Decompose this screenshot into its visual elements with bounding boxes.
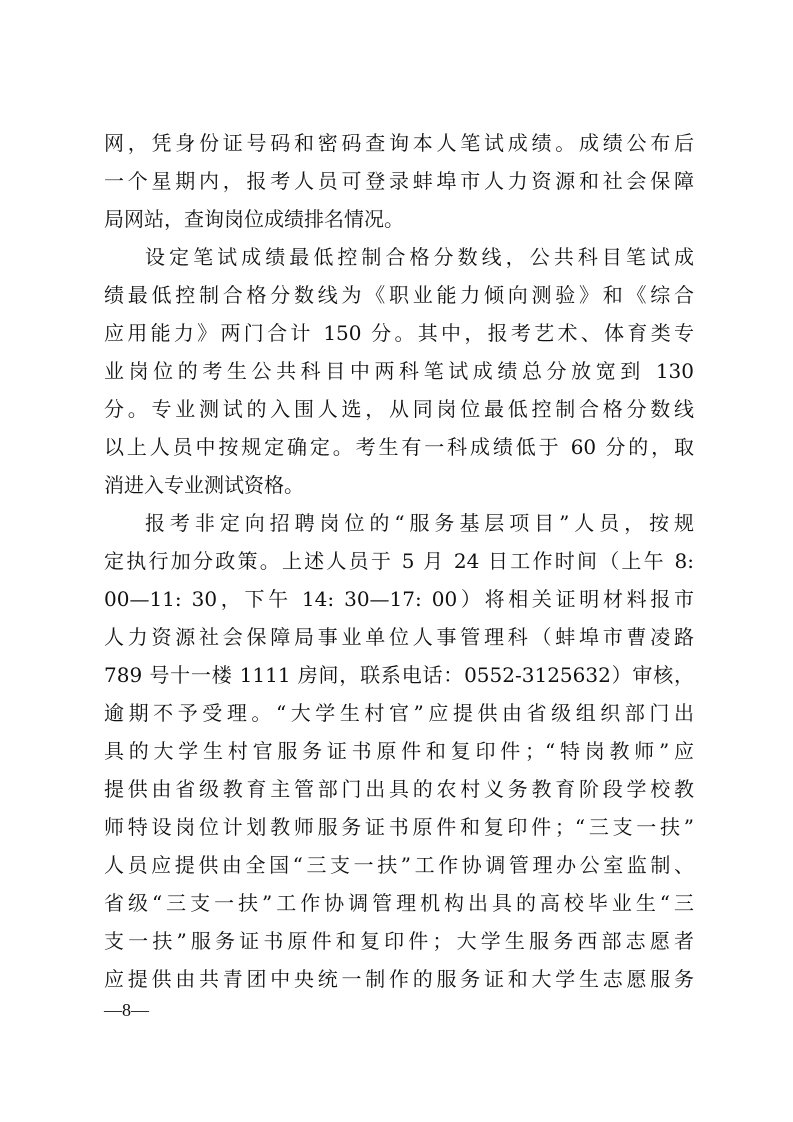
text-line: 逾期不予受理。“大学生村官”应提供由省级组织部门出 bbox=[104, 701, 694, 725]
text-line: 一个星期内，报考人员可登录蚌埠市人力资源和社会保障 bbox=[104, 169, 694, 193]
text-line: 设定笔试成绩最低控制合格分数线，公共科目笔试成 bbox=[145, 245, 694, 269]
text-line: 分。专业测试的入围人选，从同岗位最低控制合格分数线 bbox=[104, 397, 694, 421]
text-line: 支一扶”服务证书原件和复印件；大学生服务西部志愿者 bbox=[104, 929, 694, 953]
text-line: 00—11: 30，下午 14: 30—17: 00）将相关证明材料报市 bbox=[104, 587, 694, 611]
text-line: 绩最低控制合格分数线为《职业能力倾向测验》和《综合 bbox=[104, 283, 694, 307]
text-line: 网，凭身份证号码和密码查询本人笔试成绩。成绩公布后 bbox=[104, 131, 694, 155]
text-line: 789 号十一楼 1111 房间，联系电话：0552-3125632）审核， bbox=[104, 663, 694, 687]
text-line: 人力资源社会保障局事业单位人事管理科（蚌埠市曹凌路 bbox=[104, 625, 694, 649]
text-line: 业岗位的考生公共科目中两科笔试成绩总分放宽到 130 bbox=[104, 359, 694, 383]
text-line: 人员应提供由全国“三支一扶”工作协调管理办公室监制、 bbox=[104, 853, 694, 877]
body-text bbox=[104, 124, 694, 998]
text-line: 师特设岗位计划教师服务证书原件和复印件；“三支一扶” bbox=[104, 815, 694, 839]
text-line: 具的大学生村官服务证书原件和复印件；“特岗教师”应 bbox=[104, 739, 694, 763]
page-number: —8— bbox=[104, 1000, 149, 1020]
text-line: 省级“三支一扶”工作协调管理机构出具的高校毕业生“三 bbox=[104, 891, 694, 915]
text-line: 应用能力》两门合计 150 分。其中，报考艺术、体育类专 bbox=[104, 321, 694, 345]
text-line: 以上人员中按规定确定。考生有一科成绩低于 60 分的，取 bbox=[104, 435, 694, 459]
text-line: 提供由省级教育主管部门出具的农村义务教育阶段学校教 bbox=[104, 777, 694, 801]
text-line: 应提供由共青团中央统一制作的服务证和大学生志愿服务 bbox=[104, 967, 694, 991]
text-line: 局网站，查询岗位成绩排名情况。 bbox=[104, 207, 404, 231]
text-line: 报考非定向招聘岗位的“服务基层项目”人员，按规 bbox=[145, 511, 694, 535]
text-line: 消进入专业测试资格。 bbox=[104, 473, 304, 497]
text-line: 定执行加分政策。上述人员于 5 月 24 日工作时间（上午 8: bbox=[104, 549, 694, 573]
